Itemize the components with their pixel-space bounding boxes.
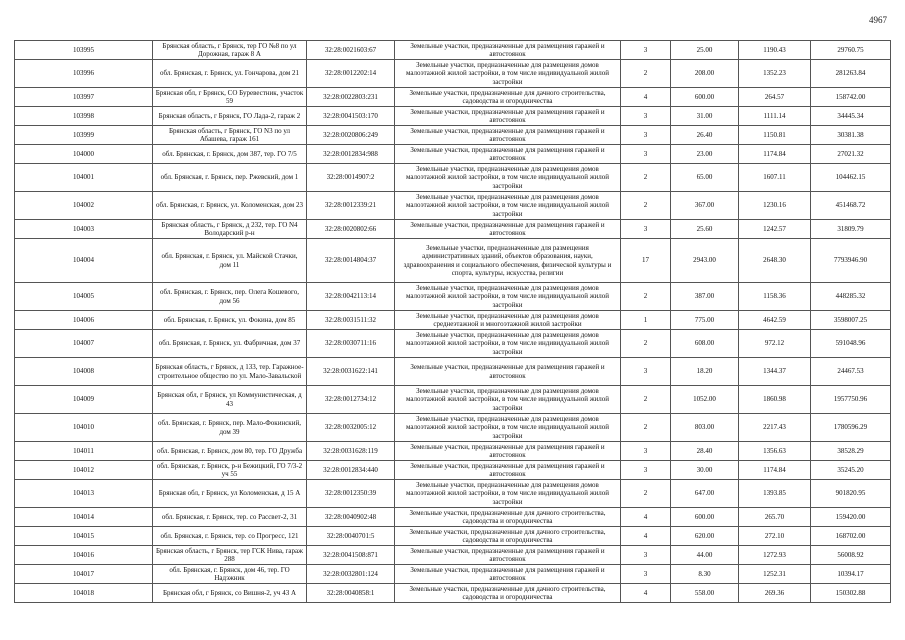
cadastral-value-cell: 30381.38 [811,126,891,145]
cadastral-value-cell: 159420.00 [811,508,891,527]
row-number-cell: 104010 [15,414,153,442]
land-use-cell: Земельные участки, предназначенные для дачного строительства, садоводства и огородничества [395,88,621,107]
address-cell: Брянская обл, г Брянск, ул Коммунистическая, д 43 [153,386,307,414]
specific-value-cell: 2217.43 [739,414,811,442]
group-cell: 17 [621,239,671,283]
land-use-cell: Земельные участки, предназначенные для размещения домов малоэтажной жилой застройки, в том числе индивидуальной жилой застройки [395,283,621,311]
cadastral-number-cell: 32:28:0041508:871 [307,546,395,565]
page-number: 4967 [869,15,887,25]
row-number-cell: 104012 [15,461,153,480]
land-use-cell: Земельные участки, предназначенные для размещения гаражей и автостоянок [395,565,621,584]
row-number-cell: 104007 [15,330,153,358]
address-cell: Брянская область, г Брянск, тер ГО №8 по ул Дорожная, гараж 8 А [153,41,307,60]
group-cell: 4 [621,527,671,546]
address-cell: обл. Брянская, г. Брянск, ул. Фокина, дом 85 [153,311,307,330]
area-cell: 558.00 [671,584,739,603]
address-cell: обл. Брянская, г. Брянск, ул. Майской Стачки, дом 11 [153,239,307,283]
row-number-cell: 104004 [15,239,153,283]
cadastral-number-cell: 32:28:0014907:2 [307,164,395,192]
specific-value-cell: 1158.36 [739,283,811,311]
cadastral-value-table [14,40,891,603]
group-cell: 2 [621,192,671,220]
table-row [15,107,891,126]
table-body [15,41,891,603]
address-cell: обл. Брянская, г. Брянск, ул. Гончарова, дом 21 [153,60,307,88]
cadastral-number-cell: 32:28:0040902:48 [307,508,395,527]
area-cell: 25.60 [671,220,739,239]
group-cell: 3 [621,565,671,584]
land-use-cell: Земельные участки, предназначенные для размещения административных зданий, объектов образования, науки, здравоохранения и социального обеспечения, физической культуры и спорта, культуры, искусства, религии [395,239,621,283]
cadastral-value-cell: 451468.72 [811,192,891,220]
address-cell: обл. Брянская, г. Брянск, ул. Фабричная, дом 37 [153,330,307,358]
group-cell: 3 [621,358,671,386]
land-use-cell: Земельные участки, предназначенные для размещения домов малоэтажной жилой застройки, в том числе индивидуальной жилой застройки [395,386,621,414]
table-row [15,60,891,88]
group-cell: 2 [621,414,671,442]
specific-value-cell: 272.10 [739,527,811,546]
group-cell: 3 [621,41,671,60]
row-number-cell: 104009 [15,386,153,414]
land-use-cell: Земельные участки, предназначенные для размещения гаражей и автостоянок [395,461,621,480]
address-cell: Брянская область, г Брянск, ГО Лада-2, гараж 2 [153,107,307,126]
table-row [15,164,891,192]
land-use-cell: Земельные участки, предназначенные для дачного строительства, садоводства и огородничества [395,584,621,603]
specific-value-cell: 972.12 [739,330,811,358]
row-number-cell: 104006 [15,311,153,330]
specific-value-cell: 1352.23 [739,60,811,88]
cadastral-value-cell: 150302.88 [811,584,891,603]
area-cell: 65.00 [671,164,739,192]
address-cell: обл. Брянская, г. Брянск, пер. Мало-Фокинский, дом 39 [153,414,307,442]
cadastral-number-cell: 32:28:0012339:21 [307,192,395,220]
group-cell: 3 [621,107,671,126]
table-row [15,239,891,283]
table-row [15,527,891,546]
specific-value-cell: 1174.84 [739,461,811,480]
land-use-cell: Земельные участки, предназначенные для размещения гаражей и автостоянок [395,41,621,60]
cadastral-number-cell: 32:28:0012350:39 [307,480,395,508]
land-use-cell: Земельные участки, предназначенные для размещения домов малоэтажной жилой застройки, в том числе индивидуальной жилой застройки [395,480,621,508]
table-row [15,480,891,508]
cadastral-value-cell: 3598007.25 [811,311,891,330]
cadastral-value-cell: 27021.32 [811,145,891,164]
group-cell: 2 [621,164,671,192]
address-cell: обл. Брянская, г. Брянск, дом 80, тер. ГО Дружба [153,442,307,461]
specific-value-cell: 1190.43 [739,41,811,60]
cadastral-value-cell: 901820.95 [811,480,891,508]
cadastral-value-cell: 35245.20 [811,461,891,480]
table-row [15,311,891,330]
address-cell: Брянская область, г Брянск, тер ГСК Нива, гараж 288 [153,546,307,565]
land-use-cell: Земельные участки, предназначенные для размещения домов малоэтажной жилой застройки, в том числе индивидуальной жилой застройки [395,330,621,358]
table-row [15,584,891,603]
specific-value-cell: 1252.31 [739,565,811,584]
row-number-cell: 104016 [15,546,153,565]
land-use-cell: Земельные участки, предназначенные для размещения гаражей и автостоянок [395,126,621,145]
area-cell: 26.40 [671,126,739,145]
table-row [15,358,891,386]
cadastral-number-cell: 32:28:0021603:67 [307,41,395,60]
address-cell: обл. Брянская, г. Брянск, р-н Бежицкий, ГО 7/3-2 уч 55 [153,461,307,480]
land-use-cell: Земельные участки, предназначенные для размещения гаражей и автостоянок [395,145,621,164]
address-cell: Брянская область, г Брянск, д 133, тер. Гаражное-строительное общество по ул. Мало-Завальской [153,358,307,386]
cadastral-value-cell: 448285.32 [811,283,891,311]
land-use-cell: Земельные участки, предназначенные для размещения гаражей и автостоянок [395,546,621,565]
row-number-cell: 104003 [15,220,153,239]
table-row [15,330,891,358]
specific-value-cell: 1356.63 [739,442,811,461]
address-cell: обл. Брянская, г. Брянск, пер. Олега Кошевого, дом 56 [153,283,307,311]
cadastral-value-cell: 158742.00 [811,88,891,107]
area-cell: 1052.00 [671,386,739,414]
cadastral-value-cell: 24467.53 [811,358,891,386]
cadastral-value-cell: 34445.34 [811,107,891,126]
table-row [15,283,891,311]
group-cell: 3 [621,220,671,239]
area-cell: 775.00 [671,311,739,330]
cadastral-number-cell: 32:28:0022803:231 [307,88,395,107]
area-cell: 387.00 [671,283,739,311]
specific-value-cell: 264.57 [739,88,811,107]
table-row [15,145,891,164]
row-number-cell: 103997 [15,88,153,107]
specific-value-cell: 1242.57 [739,220,811,239]
cadastral-number-cell: 32:28:0031628:119 [307,442,395,461]
cadastral-number-cell: 32:28:0040858:1 [307,584,395,603]
table-row [15,461,891,480]
land-use-cell: Земельные участки, предназначенные для размещения гаражей и автостоянок [395,107,621,126]
cadastral-number-cell: 32:28:0020802:66 [307,220,395,239]
row-number-cell: 104008 [15,358,153,386]
cadastral-number-cell: 32:28:0012834:988 [307,145,395,164]
group-cell: 3 [621,126,671,145]
address-cell: обл. Брянская, г. Брянск, тер. со Рассвет-2, 31 [153,508,307,527]
cadastral-number-cell: 32:28:0042113:14 [307,283,395,311]
specific-value-cell: 1607.11 [739,164,811,192]
group-cell: 2 [621,386,671,414]
cadastral-number-cell: 32:28:0012834:440 [307,461,395,480]
table-row [15,546,891,565]
cadastral-number-cell: 32:28:0032005:12 [307,414,395,442]
cadastral-number-cell: 32:28:0020806:249 [307,126,395,145]
row-number-cell: 104005 [15,283,153,311]
specific-value-cell: 1174.84 [739,145,811,164]
land-use-cell: Земельные участки, предназначенные для размещения гаражей и автостоянок [395,358,621,386]
address-cell: обл. Брянская, г. Брянск, пер. Ржевский, дом 1 [153,164,307,192]
area-cell: 803.00 [671,414,739,442]
area-cell: 28.40 [671,442,739,461]
table-row [15,414,891,442]
table-row [15,565,891,584]
address-cell: Брянская область, г Брянск, ГО N3 по ул Абашева, гараж 161 [153,126,307,145]
area-cell: 8.30 [671,565,739,584]
cadastral-number-cell: 32:28:0031511:32 [307,311,395,330]
address-cell: Брянская обл, г Брянск, со Вишня-2, уч 43 А [153,584,307,603]
address-cell: обл. Брянская, г. Брянск, дом 46, тер. ГО Надэжник [153,565,307,584]
specific-value-cell: 1860.98 [739,386,811,414]
cadastral-value-cell: 29760.75 [811,41,891,60]
group-cell: 2 [621,480,671,508]
cadastral-number-cell: 32:28:0012734:12 [307,386,395,414]
land-use-cell: Земельные участки, предназначенные для размещения домов малоэтажной жилой застройки, в том числе индивидуальной жилой застройки [395,164,621,192]
row-number-cell: 103995 [15,41,153,60]
area-cell: 2943.00 [671,239,739,283]
table-row [15,386,891,414]
address-cell: обл. Брянская, г. Брянск, тер. со Прогресс, 121 [153,527,307,546]
area-cell: 30.00 [671,461,739,480]
group-cell: 1 [621,311,671,330]
table-row [15,442,891,461]
cadastral-value-cell: 591048.96 [811,330,891,358]
specific-value-cell: 1230.16 [739,192,811,220]
land-use-cell: Земельные участки, предназначенные для дачного строительства, садоводства и огородничества [395,527,621,546]
land-use-cell: Земельные участки, предназначенные для размещения домов малоэтажной жилой застройки, в том числе индивидуальной жилой застройки [395,192,621,220]
group-cell: 2 [621,330,671,358]
cadastral-value-cell: 1780596.29 [811,414,891,442]
row-number-cell: 104017 [15,565,153,584]
address-cell: Брянская область, г Брянск, д 232, тер. ГО N4 Володарский р-н [153,220,307,239]
group-cell: 4 [621,508,671,527]
address-cell: Брянская обл, г Брянск, СО Буревестник, участок 59 [153,88,307,107]
cadastral-value-cell: 31809.79 [811,220,891,239]
cadastral-value-cell: 56008.92 [811,546,891,565]
row-number-cell: 104015 [15,527,153,546]
table-row [15,41,891,60]
area-cell: 600.00 [671,508,739,527]
land-use-cell: Земельные участки, предназначенные для дачного строительства, садоводства и огородничества [395,508,621,527]
row-number-cell: 103998 [15,107,153,126]
cadastral-number-cell: 32:28:0041503:170 [307,107,395,126]
specific-value-cell: 269.36 [739,584,811,603]
row-number-cell: 104011 [15,442,153,461]
cadastral-value-cell: 7793946.90 [811,239,891,283]
area-cell: 620.00 [671,527,739,546]
cadastral-value-cell: 10394.17 [811,565,891,584]
address-cell: обл. Брянская, г. Брянск, ул. Коломенская, дом 23 [153,192,307,220]
cadastral-number-cell: 32:28:0030711:16 [307,330,395,358]
area-cell: 23.00 [671,145,739,164]
cadastral-number-cell: 32:28:0040701:5 [307,527,395,546]
cadastral-value-cell: 38528.29 [811,442,891,461]
table-row [15,220,891,239]
group-cell: 3 [621,546,671,565]
specific-value-cell: 1111.14 [739,107,811,126]
group-cell: 3 [621,145,671,164]
area-cell: 600.00 [671,88,739,107]
cadastral-value-cell: 168702.00 [811,527,891,546]
group-cell: 2 [621,283,671,311]
row-number-cell: 103996 [15,60,153,88]
group-cell: 2 [621,60,671,88]
table-row [15,126,891,145]
cadastral-number-cell: 32:28:0031622:141 [307,358,395,386]
cadastral-number-cell: 32:28:0014804:37 [307,239,395,283]
row-number-cell: 104000 [15,145,153,164]
area-cell: 647.00 [671,480,739,508]
row-number-cell: 104001 [15,164,153,192]
area-cell: 25.00 [671,41,739,60]
address-cell: обл. Брянская, г. Брянск, дом 387, тер. ГО 7/5 [153,145,307,164]
row-number-cell: 104002 [15,192,153,220]
cadastral-number-cell: 32:28:0032801:124 [307,565,395,584]
row-number-cell: 104018 [15,584,153,603]
land-use-cell: Земельные участки, предназначенные для размещения гаражей и автостоянок [395,220,621,239]
group-cell: 3 [621,461,671,480]
area-cell: 44.00 [671,546,739,565]
specific-value-cell: 1272.93 [739,546,811,565]
cadastral-number-cell: 32:28:0012202:14 [307,60,395,88]
row-number-cell: 103999 [15,126,153,145]
area-cell: 608.00 [671,330,739,358]
cadastral-value-cell: 1957750.96 [811,386,891,414]
group-cell: 4 [621,88,671,107]
row-number-cell: 104013 [15,480,153,508]
group-cell: 4 [621,584,671,603]
table-row [15,508,891,527]
land-use-cell: Земельные участки, предназначенные для размещения домов среднеэтажной и многоэтажной жилой застройки [395,311,621,330]
table-row [15,88,891,107]
row-number-cell: 104014 [15,508,153,527]
land-use-cell: Земельные участки, предназначенные для размещения домов малоэтажной жилой застройки, в том числе индивидуальной жилой застройки [395,60,621,88]
land-use-cell: Земельные участки, предназначенные для размещения гаражей и автостоянок [395,442,621,461]
area-cell: 31.00 [671,107,739,126]
area-cell: 208.00 [671,60,739,88]
address-cell: Брянская обл, г Брянск, ул Коломенская, д 15 А [153,480,307,508]
specific-value-cell: 265.70 [739,508,811,527]
specific-value-cell: 4642.59 [739,311,811,330]
area-cell: 18.20 [671,358,739,386]
cadastral-value-cell: 281263.84 [811,60,891,88]
table-row [15,192,891,220]
specific-value-cell: 1344.37 [739,358,811,386]
area-cell: 367.00 [671,192,739,220]
specific-value-cell: 1150.81 [739,126,811,145]
land-use-cell: Земельные участки, предназначенные для размещения домов малоэтажной жилой застройки, в том числе индивидуальной жилой застройки [395,414,621,442]
specific-value-cell: 2648.30 [739,239,811,283]
specific-value-cell: 1393.85 [739,480,811,508]
cadastral-value-cell: 104462.15 [811,164,891,192]
group-cell: 3 [621,442,671,461]
